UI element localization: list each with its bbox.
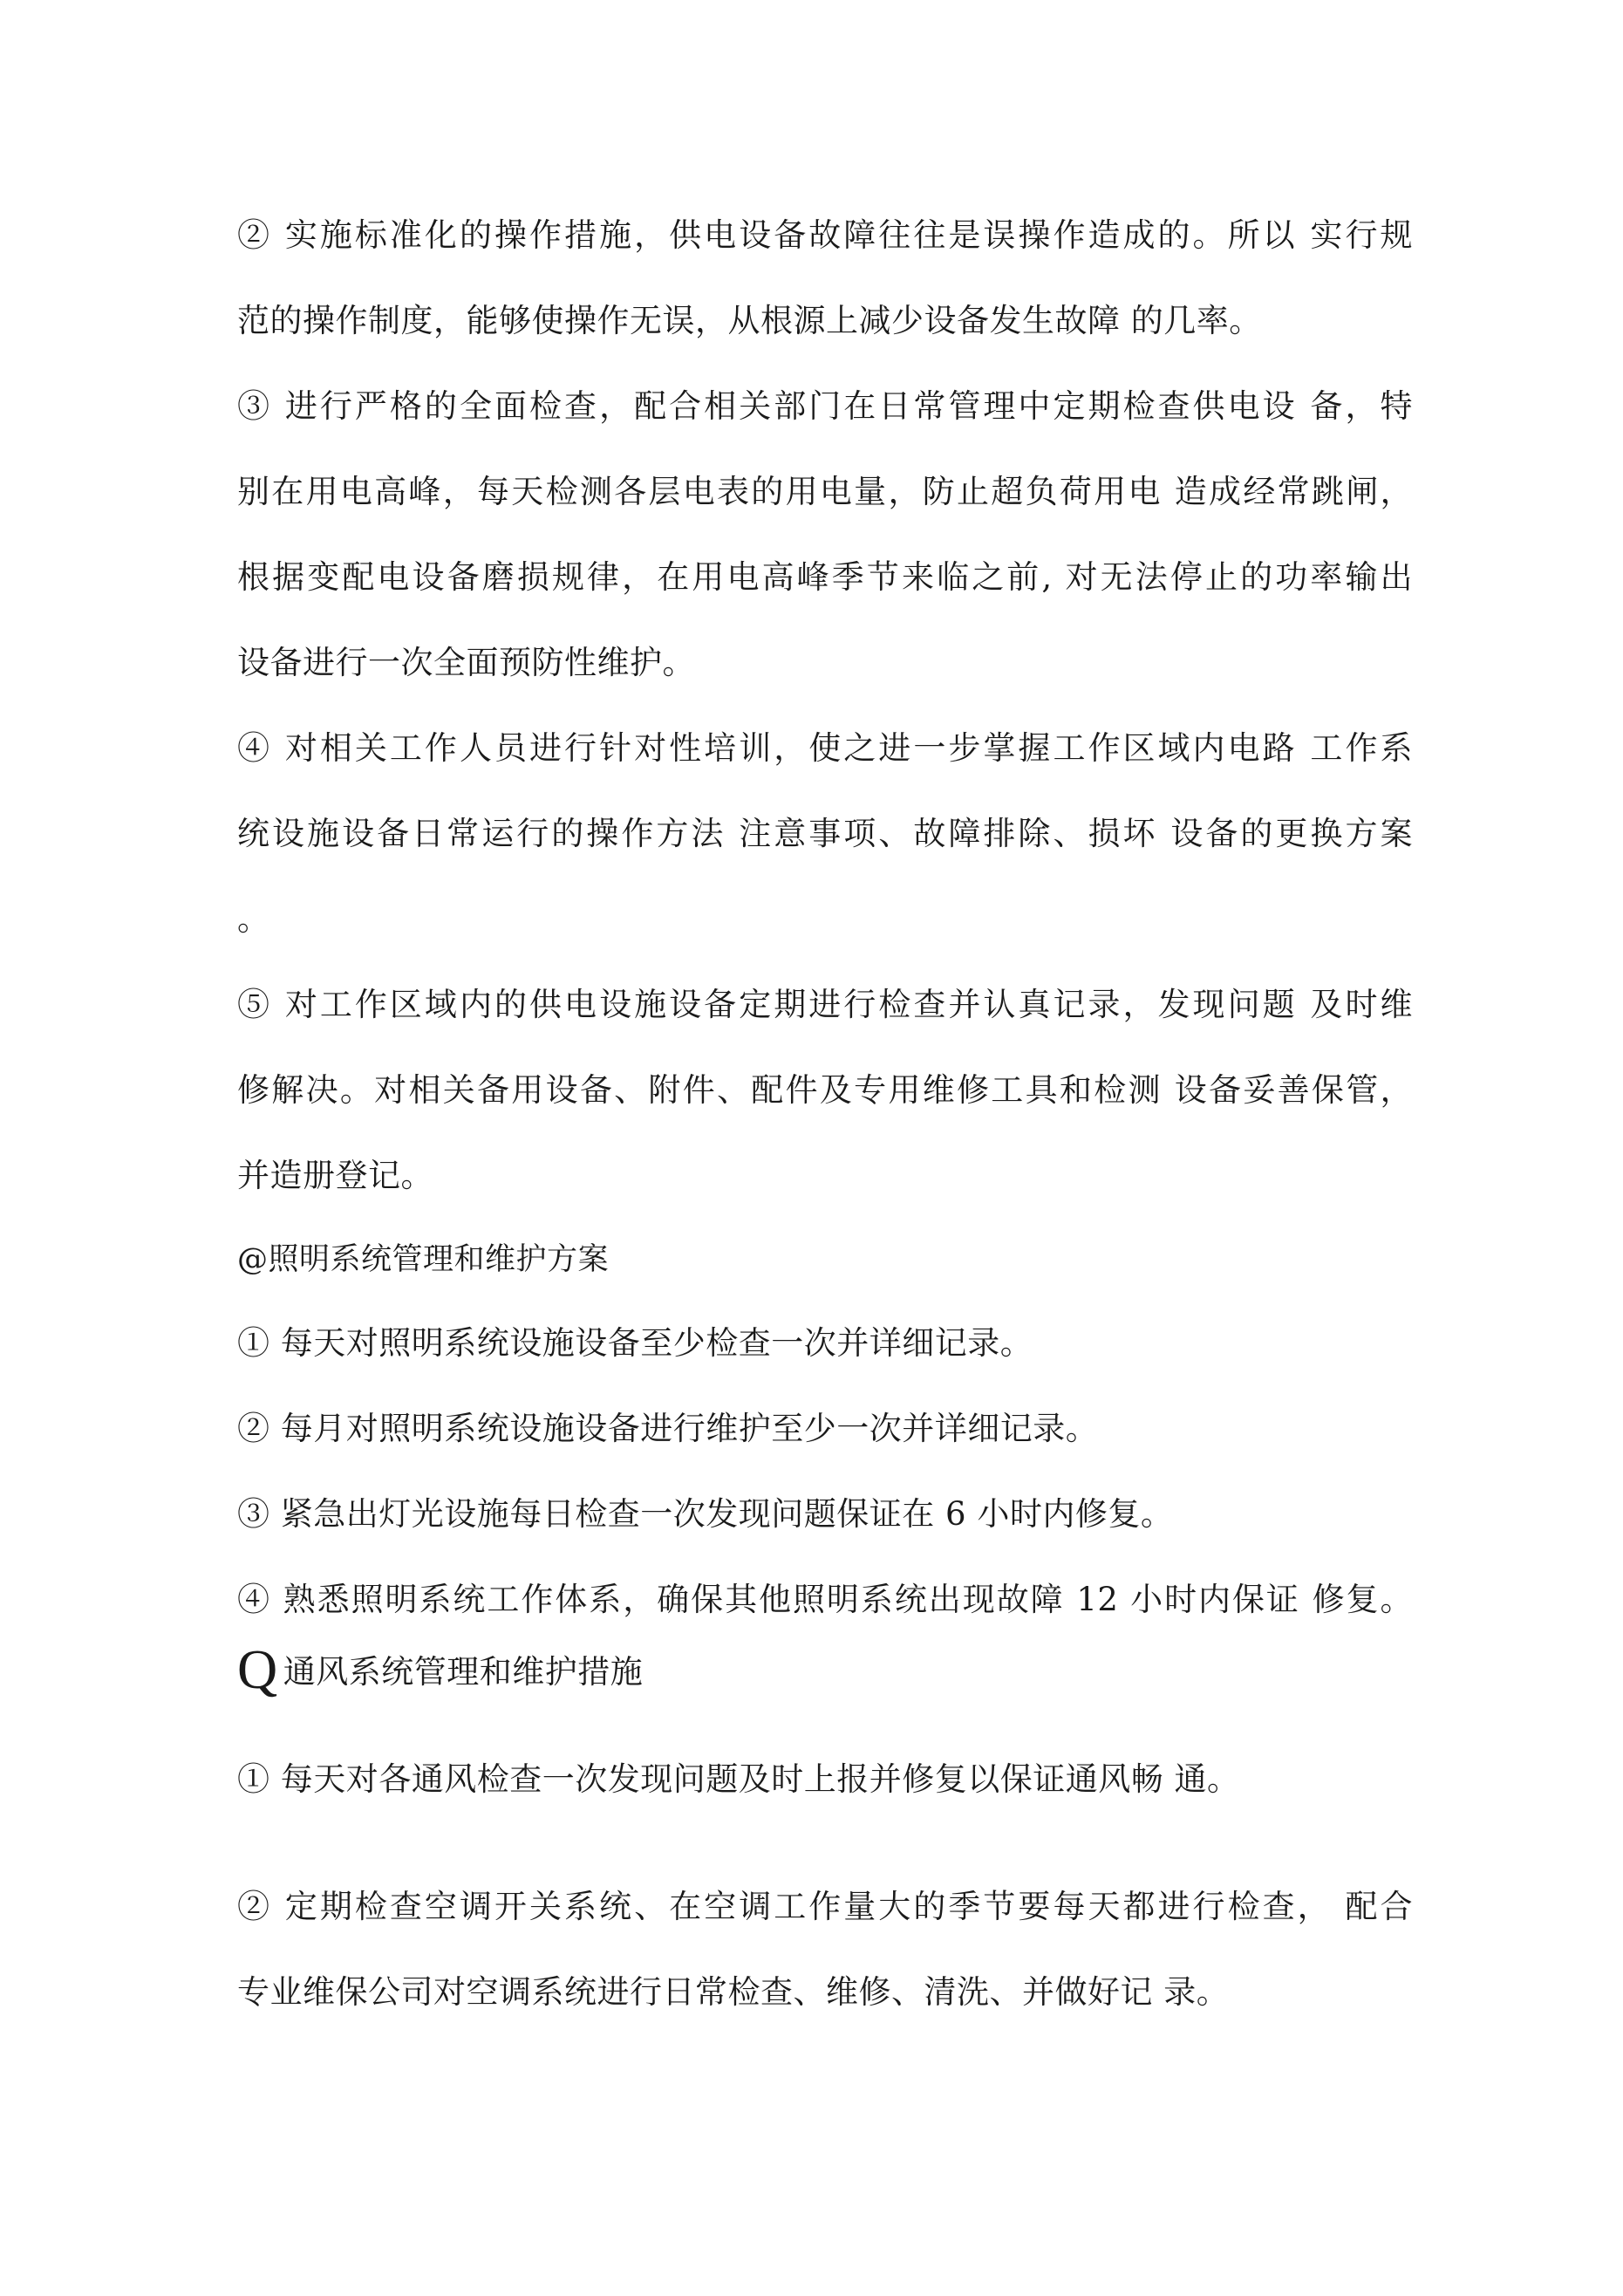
paragraph-line: 专业维保公司对空调系统进行日常检查、维修、清洗、并做好记 录。 <box>237 1973 1230 2011</box>
paragraph-line: 设备进行一次全面预防性维护。 <box>237 644 695 681</box>
paragraph-line: 别在用电高峰，每天检测各层电表的用电量，防止超负荷用电 造成经常跳闸， <box>237 473 1413 510</box>
section-marker: Q <box>237 1638 278 1700</box>
list-item: ① 每天对照明系统设施设备至少检查一次并详细记录。 <box>237 1324 1033 1362</box>
paragraph-line: 并造册登记。 <box>237 1157 433 1194</box>
paragraph-line: 根据变配电设备磨损规律，在用电高峰季节来临之前, 对无法停止的功率输出 <box>237 558 1413 596</box>
paragraph-line: ② 实施标准化的操作措施，供电设备故障往往是误操作造成的。所以 实行规 <box>237 216 1413 254</box>
section-heading: @照明系统管理和维护方案 <box>237 1242 610 1277</box>
list-item: ① 每天对各通风检查一次发现问题及时上报并修复以保证通风畅 通。 <box>237 1760 1240 1798</box>
paragraph-line: 。 <box>237 900 270 938</box>
paragraph-line: 范的操作制度，能够使操作无误，从根源上减少设备发生故障 的几率。 <box>237 302 1262 339</box>
list-item: ② 每月对照明系统设施设备进行维护至少一次并详细记录。 <box>237 1410 1099 1447</box>
paragraph-line: ⑤ 对工作区域内的供电设施设备定期进行检查并认真记录，发现问题 及时维 <box>237 986 1413 1023</box>
paragraph-line: ④ 对相关工作人员进行针对性培训，使之进一步掌握工作区域内电路 工作系 <box>237 729 1413 767</box>
list-item: ③ 紧急出灯光设施每日检查一次发现问题保证在 6 小时内修复。 <box>237 1495 1174 1533</box>
paragraph-line: ③ 进行严格的全面检查，配合相关部门在日常管理中定期检查供电设 备，特 <box>237 387 1413 425</box>
list-item: ④ 熟悉照明系统工作体系，确保其他照明系统出现故障 12 小时内保证 修复。 <box>237 1581 1413 1618</box>
paragraph-line: 修解决。对相关备用设备、附件、配件及专用维修工具和检测 设备妥善保管， <box>237 1071 1413 1109</box>
section-heading <box>237 1638 644 1700</box>
section-heading-text: 通风系统管理和维护措施 <box>283 1653 644 1691</box>
paragraph-line: ② 定期检查空调开关系统、在空调工作量大的季节要每天都进行检查， 配合 <box>237 1888 1413 1925</box>
paragraph-line: 统设施设备日常运行的操作方法 注意事项、故障排除、损坏 设备的更换方案 <box>237 815 1413 852</box>
